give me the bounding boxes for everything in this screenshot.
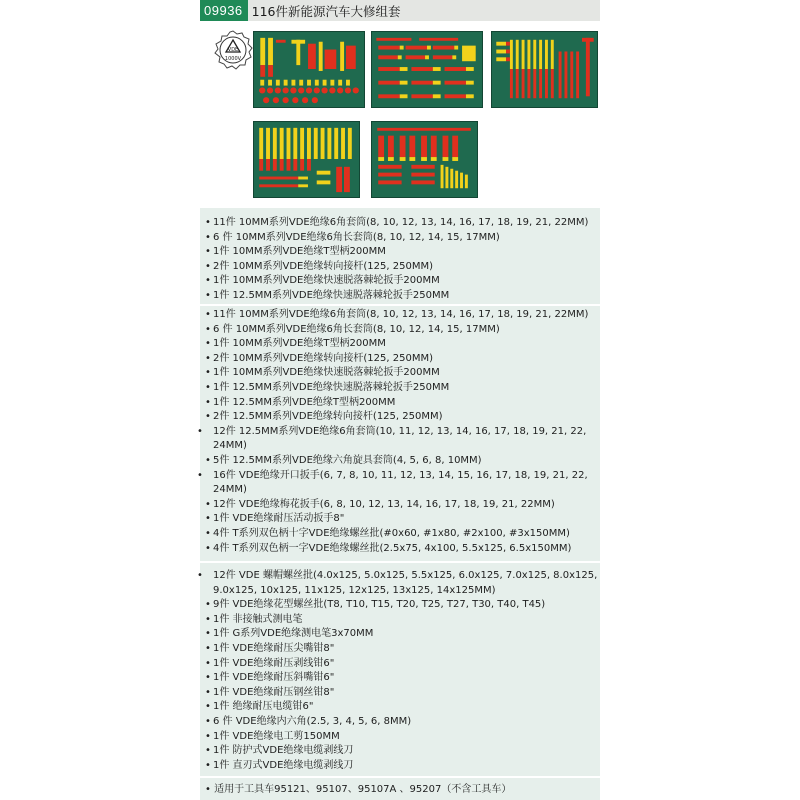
product-code-badge: 09936 [200,0,248,21]
section-divider [200,304,600,306]
vde-1000v-seal-icon [213,30,253,70]
list-item: • 6 件 10MM系列VDE绝缘6角长套筒(8, 10, 12, 14, 15, 17MM) [205,323,500,335]
list-item: • 1件 VDE绝缘电工剪150MM [205,730,340,742]
list-item: • 4件 T系列双色柄一字VDE绝缘螺丝批(2.5x75, 4x100, 5.5x125, 6.5x150MM) [205,542,572,554]
tool-tray-1-image [253,31,365,108]
list-item: • 2件 12.5MM系列VDE绝缘转向接杆(125, 250MM) [205,411,443,423]
list-item: • 6 件 VDE绝缘内六角(2.5, 3, 4, 5, 6, 8MM) [205,715,412,727]
section-divider [200,776,600,778]
list-item: • 1件 12.5MM系列VDE绝缘快速脱落棘轮扳手250MM [205,289,450,301]
list-item: • 1件 VDE绝缘耐压斜嘴钳6" [205,672,335,684]
list-item: • 1件 防护式VDE绝缘电缆剥线刀 [205,745,354,757]
list-item: • 6 件 10MM系列VDE绝缘6角长套筒(8, 10, 12, 14, 15, 17MM) [205,231,500,243]
list-item: • 1件 10MM系列VDE绝缘T型柄200MM [205,338,386,350]
list-item: • 2件 10MM系列VDE绝缘转向接杆(125, 250MM) [205,352,433,364]
list-item: • 1件 12.5MM系列VDE绝缘快速脱落棘轮扳手250MM [205,381,450,393]
list-item: • 1件 VDE绝缘耐压剥线钳6" [205,657,335,669]
product-title: 116件新能源汽车大修组套 [251,3,401,19]
list-item: • 1件 VDE绝缘耐压尖嘴钳8" [205,642,335,654]
list-item: • 5件 12.5MM系列VDE绝缘六角旋具套筒(4, 5, 6, 8, 10MM) [205,454,482,466]
item-group-2 [197,308,600,556]
section-divider [200,561,600,563]
svg-text:VDE: VDE [227,47,239,53]
list-item: • 1件 10MM系列VDE绝缘快速脱落棘轮扳手200MM [205,275,440,287]
list-item: • 1件 非接触式测电笔 [205,613,303,625]
list-item: • 11件 10MM系列VDE绝缘6角套筒(8, 10, 12, 13, 14, 16, 17, 18, 19, 21, 22MM) [205,217,589,228]
list-item: • 16件 VDE绝缘开口扳手(6, 7, 8, 10, 11, 12, 13, 14, 15, 16, 17, 18, 19, 21, 22, 24MM) [197,469,588,496]
tool-tray-2-image [371,31,483,108]
list-item: • 2件 10MM系列VDE绝缘转向接杆(125, 250MM) [205,260,433,272]
tool-tray-5-image [371,121,478,198]
list-item: • 1件 绝缘耐压电缆钳6" [205,701,314,713]
list-item: • 9件 VDE绝缘花型螺丝批(T8, T10, T15, T20, T25, T27, T30, T40, T45) [205,599,546,611]
tool-tray-4-image [253,121,360,198]
list-item: • 1件 VDE绝缘耐压活动扳手8" [205,513,345,525]
list-item: • 12件 12.5MM系列VDE绝缘6角套筒(10, 11, 12, 13, 14, 16, 17, 18, 19, 21, 22, 24MM) [197,425,587,452]
tool-tray-3-image [491,31,598,108]
item-group-3 [197,569,600,773]
list-item: • 1件 VDE绝缘耐压钢丝钳8" [205,686,335,698]
svg-text:1000V: 1000V [224,56,242,62]
list-item: • 1件 10MM系列VDE绝缘快速脱落棘轮扳手200MM [205,367,440,379]
product-header [200,0,600,21]
list-item: • 12件 VDE绝缘梅花扳手(6, 8, 10, 12, 13, 14, 16, 17, 18, 19, 21, 22MM) [205,498,555,510]
list-item: • 1件 直刃式VDE绝缘电缆剥线刀 [205,759,354,771]
list-item: • 11件 10MM系列VDE绝缘6角套筒(8, 10, 12, 13, 14, 16, 17, 18, 19, 21, 22MM) [205,309,589,320]
compatibility-note: • 适用于工具车95121、95107、95107A 、95207（不含工具车） [205,784,512,795]
item-group-1 [200,216,600,304]
list-item: • 12件 VDE 螺帽螺丝批(4.0x125, 5.0x125, 5.5x125, 6.0x125, 7.0x125, 8.0x125, 9.0x125, 10x125, 11x125, 12x125, 13x125, 14x125MM) [197,570,598,596]
list-item: • 1件 10MM系列VDE绝缘T型柄200MM [205,246,386,258]
list-item: • 1件 12.5MM系列VDE绝缘T型柄200MM [205,396,396,408]
list-item: • 1件 G系列VDE绝缘测电笔3x70MM [205,628,374,640]
list-item: • 4件 T系列双色柄十字VDE绝缘螺丝批(#0x60, #1x80, #2x100, #3x150MM) [205,527,570,539]
